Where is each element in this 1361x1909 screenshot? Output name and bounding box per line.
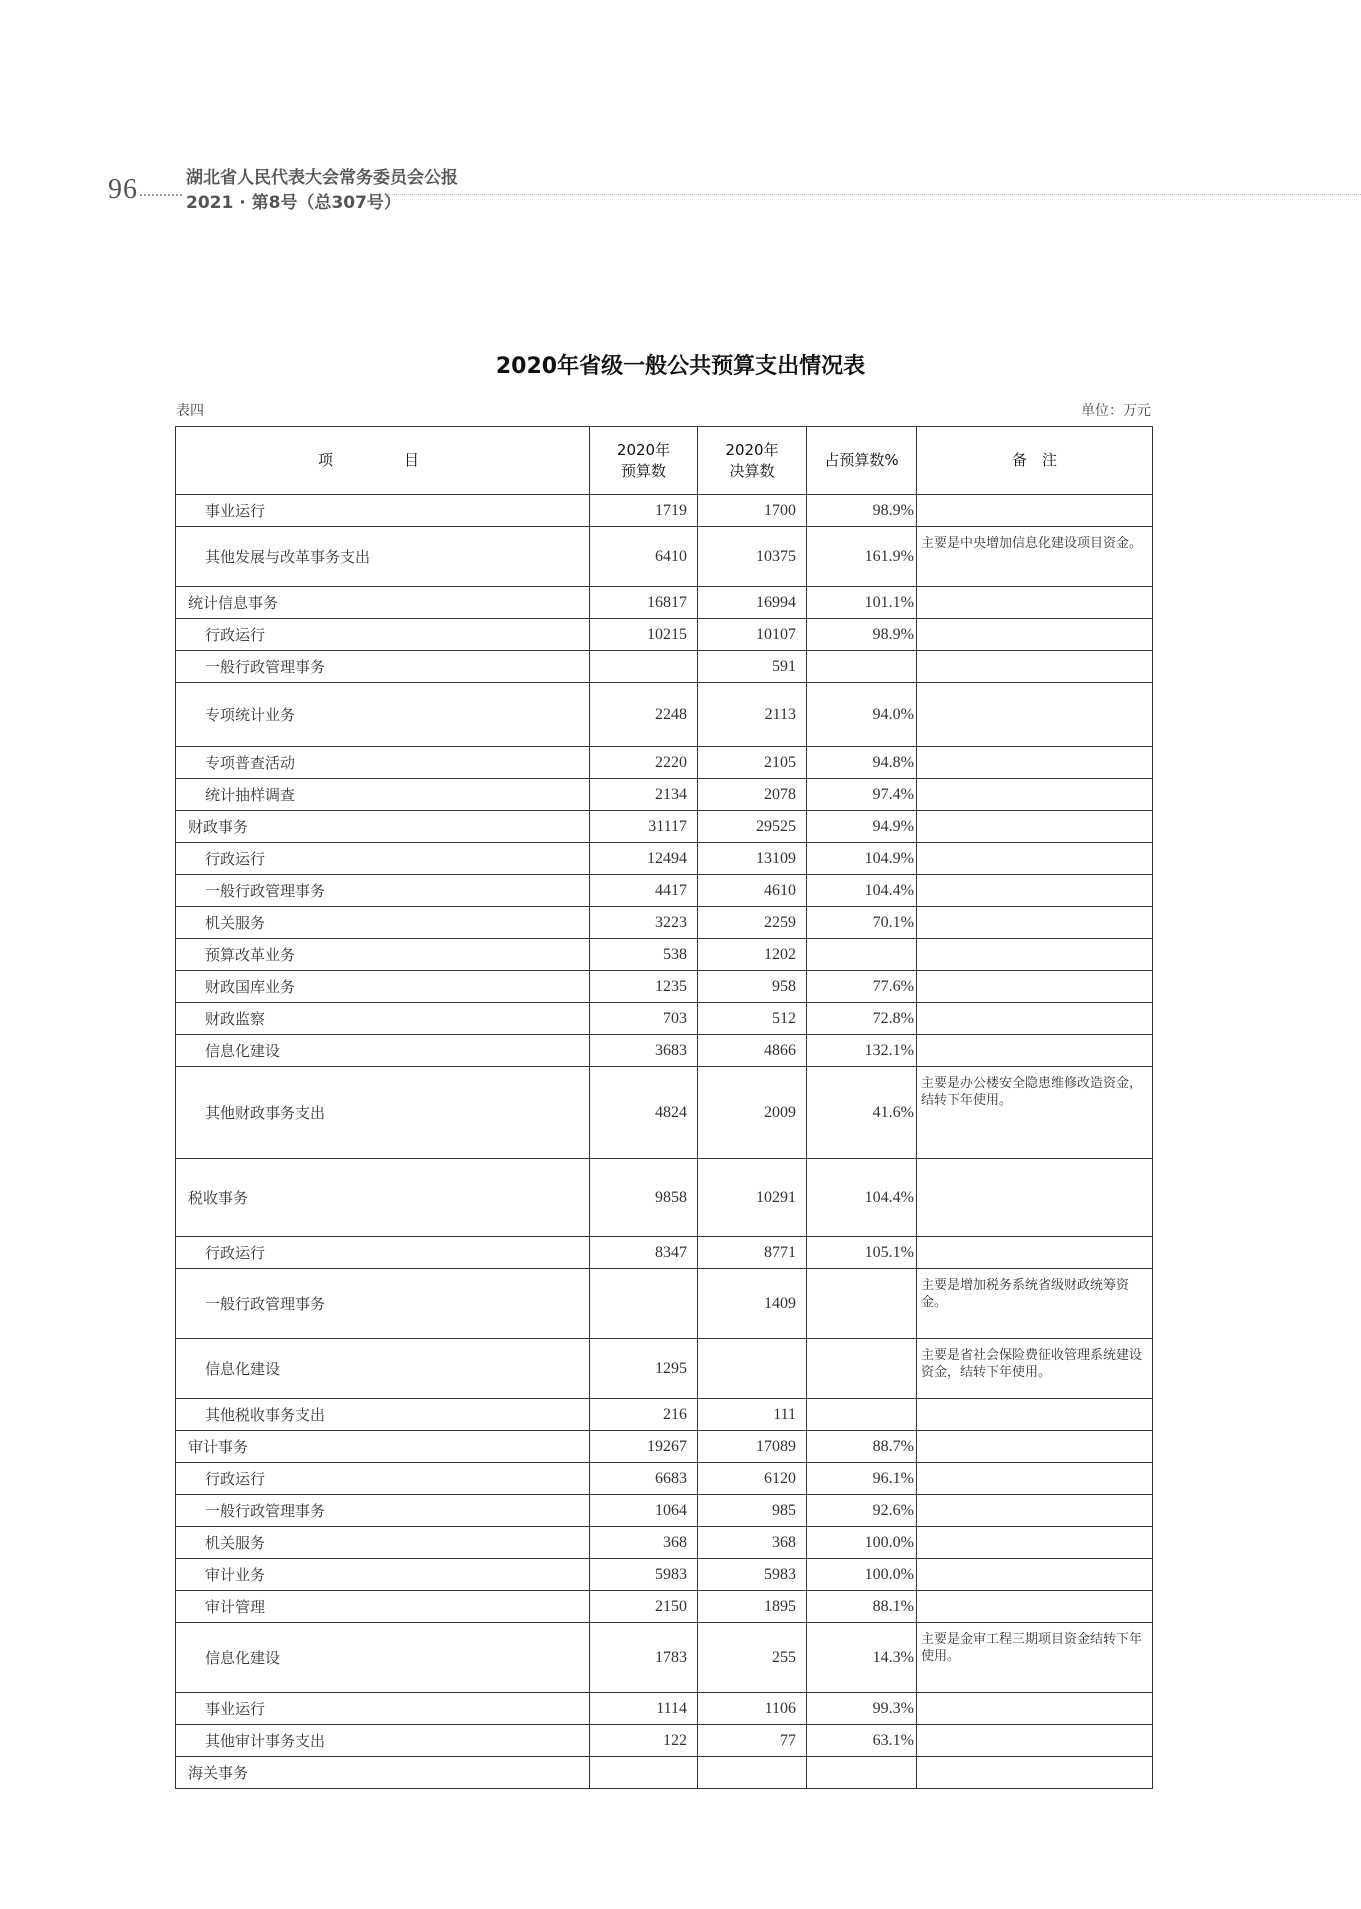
cell-final: 5983: [698, 1559, 807, 1591]
cell-item: 审计业务: [176, 1559, 590, 1591]
cell-item: 其他财政事务支出: [176, 1067, 590, 1159]
cell-note: [917, 619, 1153, 651]
cell-pct: 104.4%: [807, 875, 917, 907]
page-number: 96: [108, 174, 138, 205]
note-text: [921, 497, 1148, 503]
cell-pct: 101.1%: [807, 587, 917, 619]
cell-note: [917, 1431, 1153, 1463]
table-row: [176, 747, 1153, 779]
cell-note: [917, 1757, 1153, 1789]
cell-note: [917, 683, 1153, 747]
journal-title: 湖北省人民代表大会常务委员会公报: [186, 168, 458, 188]
cell-item: 统计抽样调查: [176, 779, 590, 811]
cell-final: 2259: [698, 907, 807, 939]
cell-final: 77: [698, 1725, 807, 1757]
note-text: [921, 1401, 1148, 1407]
header-final-label: 决算数: [729, 461, 775, 480]
note-text: [921, 1529, 1148, 1535]
cell-note: [917, 1159, 1153, 1237]
cell-note: [917, 1693, 1153, 1725]
table-row: [176, 1159, 1153, 1237]
cell-note: [917, 811, 1153, 843]
note-text: [921, 1465, 1148, 1471]
table-row: [176, 683, 1153, 747]
cell-pct: 132.1%: [807, 1035, 917, 1067]
cell-item: 行政运行: [176, 1237, 590, 1269]
note-text: [921, 877, 1148, 883]
table-row: [176, 1693, 1153, 1725]
table-row: [176, 495, 1153, 527]
cell-budget: 31117: [590, 811, 698, 843]
cell-pct: [807, 651, 917, 683]
note-text: [921, 845, 1148, 851]
cell-final: 2113: [698, 683, 807, 747]
cell-note: [917, 587, 1153, 619]
cell-pct: 105.1%: [807, 1237, 917, 1269]
cell-budget: [590, 651, 698, 683]
cell-final: 111: [698, 1399, 807, 1431]
table-row: [176, 875, 1153, 907]
cell-final: 958: [698, 971, 807, 1003]
cell-item: 一般行政管理事务: [176, 1269, 590, 1339]
cell-budget: 703: [590, 1003, 698, 1035]
cell-item: 信息化建设: [176, 1623, 590, 1693]
cell-pct: 99.3%: [807, 1693, 917, 1725]
note-text: [921, 589, 1148, 595]
cell-item: 专项统计业务: [176, 683, 590, 747]
table-row: [176, 843, 1153, 875]
note-text: [921, 1037, 1148, 1043]
cell-budget: 2248: [590, 683, 698, 747]
cell-final: 2105: [698, 747, 807, 779]
cell-pct: [807, 1399, 917, 1431]
cell-budget: [590, 1757, 698, 1789]
header-budget: [590, 427, 698, 495]
cell-pct: [807, 1339, 917, 1399]
cell-pct: 92.6%: [807, 1495, 917, 1527]
cell-pct: 88.7%: [807, 1431, 917, 1463]
cell-note: [917, 1399, 1153, 1431]
cell-item: 事业运行: [176, 495, 590, 527]
cell-pct: 100.0%: [807, 1527, 917, 1559]
table-label: 表四: [176, 403, 204, 419]
cell-final: 1202: [698, 939, 807, 971]
cell-final: 2078: [698, 779, 807, 811]
cell-item: 信息化建设: [176, 1035, 590, 1067]
table-row: [176, 1527, 1153, 1559]
cell-budget: 6683: [590, 1463, 698, 1495]
cell-final: 10375: [698, 527, 807, 587]
cell-final: 4610: [698, 875, 807, 907]
cell-budget: 1719: [590, 495, 698, 527]
cell-pct: 14.3%: [807, 1623, 917, 1693]
cell-budget: 1783: [590, 1623, 698, 1693]
note-text: [921, 1161, 1148, 1167]
table-row: [176, 811, 1153, 843]
cell-budget: 10215: [590, 619, 698, 651]
cell-pct: 72.8%: [807, 1003, 917, 1035]
note-text: [921, 749, 1148, 755]
header-budget-label: 预算数: [620, 461, 666, 480]
cell-item: 行政运行: [176, 1463, 590, 1495]
cell-note: [917, 1495, 1153, 1527]
table-row: [176, 651, 1153, 683]
cell-item: 事业运行: [176, 1693, 590, 1725]
cell-note: [917, 1339, 1153, 1399]
cell-item: 海关事务: [176, 1757, 590, 1789]
cell-budget: 538: [590, 939, 698, 971]
table-row: [176, 1399, 1153, 1431]
cell-note: [917, 875, 1153, 907]
cell-budget: 122: [590, 1725, 698, 1757]
cell-budget: [590, 1269, 698, 1339]
cell-pct: 97.4%: [807, 779, 917, 811]
table-row: [176, 527, 1153, 587]
note-text: 主要是中央增加信息化建设项目资金。: [921, 536, 1143, 551]
table-row: [176, 1431, 1153, 1463]
note-text: [921, 1593, 1148, 1599]
cell-pct: [807, 1269, 917, 1339]
cell-final: 16994: [698, 587, 807, 619]
cell-final: [698, 1339, 807, 1399]
cell-note: [917, 1463, 1153, 1495]
header-dotted-rule: [140, 194, 182, 196]
note-text: [921, 1497, 1148, 1503]
cell-budget: 2134: [590, 779, 698, 811]
header-budget-year: 2020年: [616, 440, 671, 459]
cell-final: 591: [698, 651, 807, 683]
cell-note: [917, 971, 1153, 1003]
note-text: [921, 813, 1148, 819]
header-final-year: 2020年: [725, 440, 779, 459]
cell-note: [917, 1559, 1153, 1591]
table-row: [176, 1623, 1153, 1693]
cell-note: [917, 1003, 1153, 1035]
note-text: 主要是省社会保险费征收管理系统建设资金，结转下年使用。: [921, 1348, 1143, 1380]
cell-pct: 63.1%: [807, 1725, 917, 1757]
cell-item: 其他税收事务支出: [176, 1399, 590, 1431]
cell-pct: 94.0%: [807, 683, 917, 747]
cell-final: 368: [698, 1527, 807, 1559]
cell-item: 财政国库业务: [176, 971, 590, 1003]
cell-final: 255: [698, 1623, 807, 1693]
note-text: [921, 1239, 1148, 1245]
table-row: [176, 971, 1153, 1003]
cell-budget: 8347: [590, 1237, 698, 1269]
cell-budget: 1114: [590, 1693, 698, 1725]
cell-final: 1700: [698, 495, 807, 527]
table-row: [176, 1591, 1153, 1623]
cell-item: 审计事务: [176, 1431, 590, 1463]
header-final: [698, 427, 807, 495]
cell-final: 985: [698, 1495, 807, 1527]
cell-budget: 16817: [590, 587, 698, 619]
cell-budget: 368: [590, 1527, 698, 1559]
cell-budget: 3223: [590, 907, 698, 939]
cell-pct: 41.6%: [807, 1067, 917, 1159]
unit-label: 单位：万元: [1081, 403, 1151, 419]
table-row: [176, 587, 1153, 619]
cell-budget: 2150: [590, 1591, 698, 1623]
cell-item: 专项普查活动: [176, 747, 590, 779]
table-row: [176, 1757, 1153, 1789]
cell-item: 审计管理: [176, 1591, 590, 1623]
header-pct: 占预算数%: [807, 427, 917, 495]
cell-note: [917, 1237, 1153, 1269]
cell-budget: 19267: [590, 1431, 698, 1463]
table-row: [176, 907, 1153, 939]
cell-note: [917, 907, 1153, 939]
cell-pct: 94.9%: [807, 811, 917, 843]
note-text: [921, 909, 1148, 915]
cell-pct: 104.9%: [807, 843, 917, 875]
cell-note: [917, 1035, 1153, 1067]
cell-final: 1409: [698, 1269, 807, 1339]
cell-note: [917, 651, 1153, 683]
header-notes: 备 注: [917, 427, 1153, 495]
cell-note: [917, 495, 1153, 527]
table-row: [176, 1269, 1153, 1339]
cell-note: [917, 939, 1153, 971]
cell-item: 机关服务: [176, 907, 590, 939]
cell-final: 4866: [698, 1035, 807, 1067]
note-text: [921, 1561, 1148, 1567]
cell-item: 一般行政管理事务: [176, 651, 590, 683]
table-row: [176, 1067, 1153, 1159]
cell-budget: 2220: [590, 747, 698, 779]
cell-note: [917, 1527, 1153, 1559]
note-text: [921, 1759, 1148, 1765]
cell-pct: 104.4%: [807, 1159, 917, 1237]
cell-note: [917, 747, 1153, 779]
note-text: [921, 653, 1148, 659]
cell-final: 10107: [698, 619, 807, 651]
cell-final: [698, 1757, 807, 1789]
cell-budget: 5983: [590, 1559, 698, 1591]
cell-budget: 1295: [590, 1339, 698, 1399]
cell-item: 其他审计事务支出: [176, 1725, 590, 1757]
cell-final: 1106: [698, 1693, 807, 1725]
table-header-row: [176, 427, 1153, 495]
note-text: [921, 621, 1148, 627]
cell-item: 其他发展与改革事务支出: [176, 527, 590, 587]
cell-item: 财政监察: [176, 1003, 590, 1035]
table-row: [176, 1003, 1153, 1035]
table-body: [176, 495, 1153, 1789]
table-row: [176, 1559, 1153, 1591]
cell-budget: 9858: [590, 1159, 698, 1237]
cell-item: 行政运行: [176, 843, 590, 875]
note-text: 主要是办公楼安全隐患维修改造资金，结转下年使用。: [921, 1076, 1143, 1108]
table-row: [176, 1495, 1153, 1527]
cell-note: [917, 1591, 1153, 1623]
cell-final: 17089: [698, 1431, 807, 1463]
cell-budget: 1235: [590, 971, 698, 1003]
cell-item: 一般行政管理事务: [176, 1495, 590, 1527]
table-row: [176, 1237, 1153, 1269]
note-text: [921, 685, 1148, 691]
table-row: [176, 939, 1153, 971]
cell-pct: 98.9%: [807, 495, 917, 527]
table-row: [176, 619, 1153, 651]
cell-pct: 161.9%: [807, 527, 917, 587]
cell-item: 机关服务: [176, 1527, 590, 1559]
note-text: [921, 973, 1148, 979]
cell-pct: 100.0%: [807, 1559, 917, 1591]
cell-item: 行政运行: [176, 619, 590, 651]
cell-budget: 3683: [590, 1035, 698, 1067]
cell-budget: 4824: [590, 1067, 698, 1159]
cell-final: 2009: [698, 1067, 807, 1159]
cell-note: [917, 1623, 1153, 1693]
cell-budget: 216: [590, 1399, 698, 1431]
cell-pct: [807, 1757, 917, 1789]
cell-pct: 98.9%: [807, 619, 917, 651]
note-text: 主要是金审工程三期项目资金结转下年使用。: [921, 1632, 1143, 1664]
cell-item: 信息化建设: [176, 1339, 590, 1399]
cell-note: [917, 1067, 1153, 1159]
cell-final: 6120: [698, 1463, 807, 1495]
cell-budget: 6410: [590, 527, 698, 587]
cell-pct: 96.1%: [807, 1463, 917, 1495]
cell-note: [917, 779, 1153, 811]
cell-pct: 88.1%: [807, 1591, 917, 1623]
table-row: [176, 1725, 1153, 1757]
note-text: [921, 1727, 1148, 1733]
cell-final: 8771: [698, 1237, 807, 1269]
budget-table: [175, 426, 1153, 1789]
cell-item: 统计信息事务: [176, 587, 590, 619]
cell-final: 512: [698, 1003, 807, 1035]
header-dotted-rule-right: [388, 194, 1361, 195]
table-row: [176, 779, 1153, 811]
cell-item: 税收事务: [176, 1159, 590, 1237]
table-row: [176, 1339, 1153, 1399]
cell-final: 13109: [698, 843, 807, 875]
note-text: 主要是增加税务系统省级财政统筹资金。: [921, 1278, 1130, 1310]
cell-note: [917, 843, 1153, 875]
cell-budget: 4417: [590, 875, 698, 907]
document-title: 2020年省级一般公共预算支出情况表: [495, 354, 866, 379]
cell-pct: [807, 939, 917, 971]
journal-issue: 2021 · 第8号（总307号）: [186, 193, 401, 213]
note-text: [921, 1005, 1148, 1011]
cell-final: 29525: [698, 811, 807, 843]
cell-pct: 70.1%: [807, 907, 917, 939]
note-text: [921, 941, 1148, 947]
cell-note: [917, 1269, 1153, 1339]
cell-item: 财政事务: [176, 811, 590, 843]
table-row: [176, 1035, 1153, 1067]
cell-budget: 1064: [590, 1495, 698, 1527]
note-text: [921, 781, 1148, 787]
cell-item: 预算改革业务: [176, 939, 590, 971]
header-item: 项 目: [176, 427, 590, 495]
cell-item: 一般行政管理事务: [176, 875, 590, 907]
cell-pct: 94.8%: [807, 747, 917, 779]
cell-final: 1895: [698, 1591, 807, 1623]
cell-budget: 12494: [590, 843, 698, 875]
cell-note: [917, 527, 1153, 587]
cell-note: [917, 1725, 1153, 1757]
cell-final: 10291: [698, 1159, 807, 1237]
note-text: [921, 1695, 1148, 1701]
note-text: [921, 1433, 1148, 1439]
table-row: [176, 1463, 1153, 1495]
cell-pct: 77.6%: [807, 971, 917, 1003]
